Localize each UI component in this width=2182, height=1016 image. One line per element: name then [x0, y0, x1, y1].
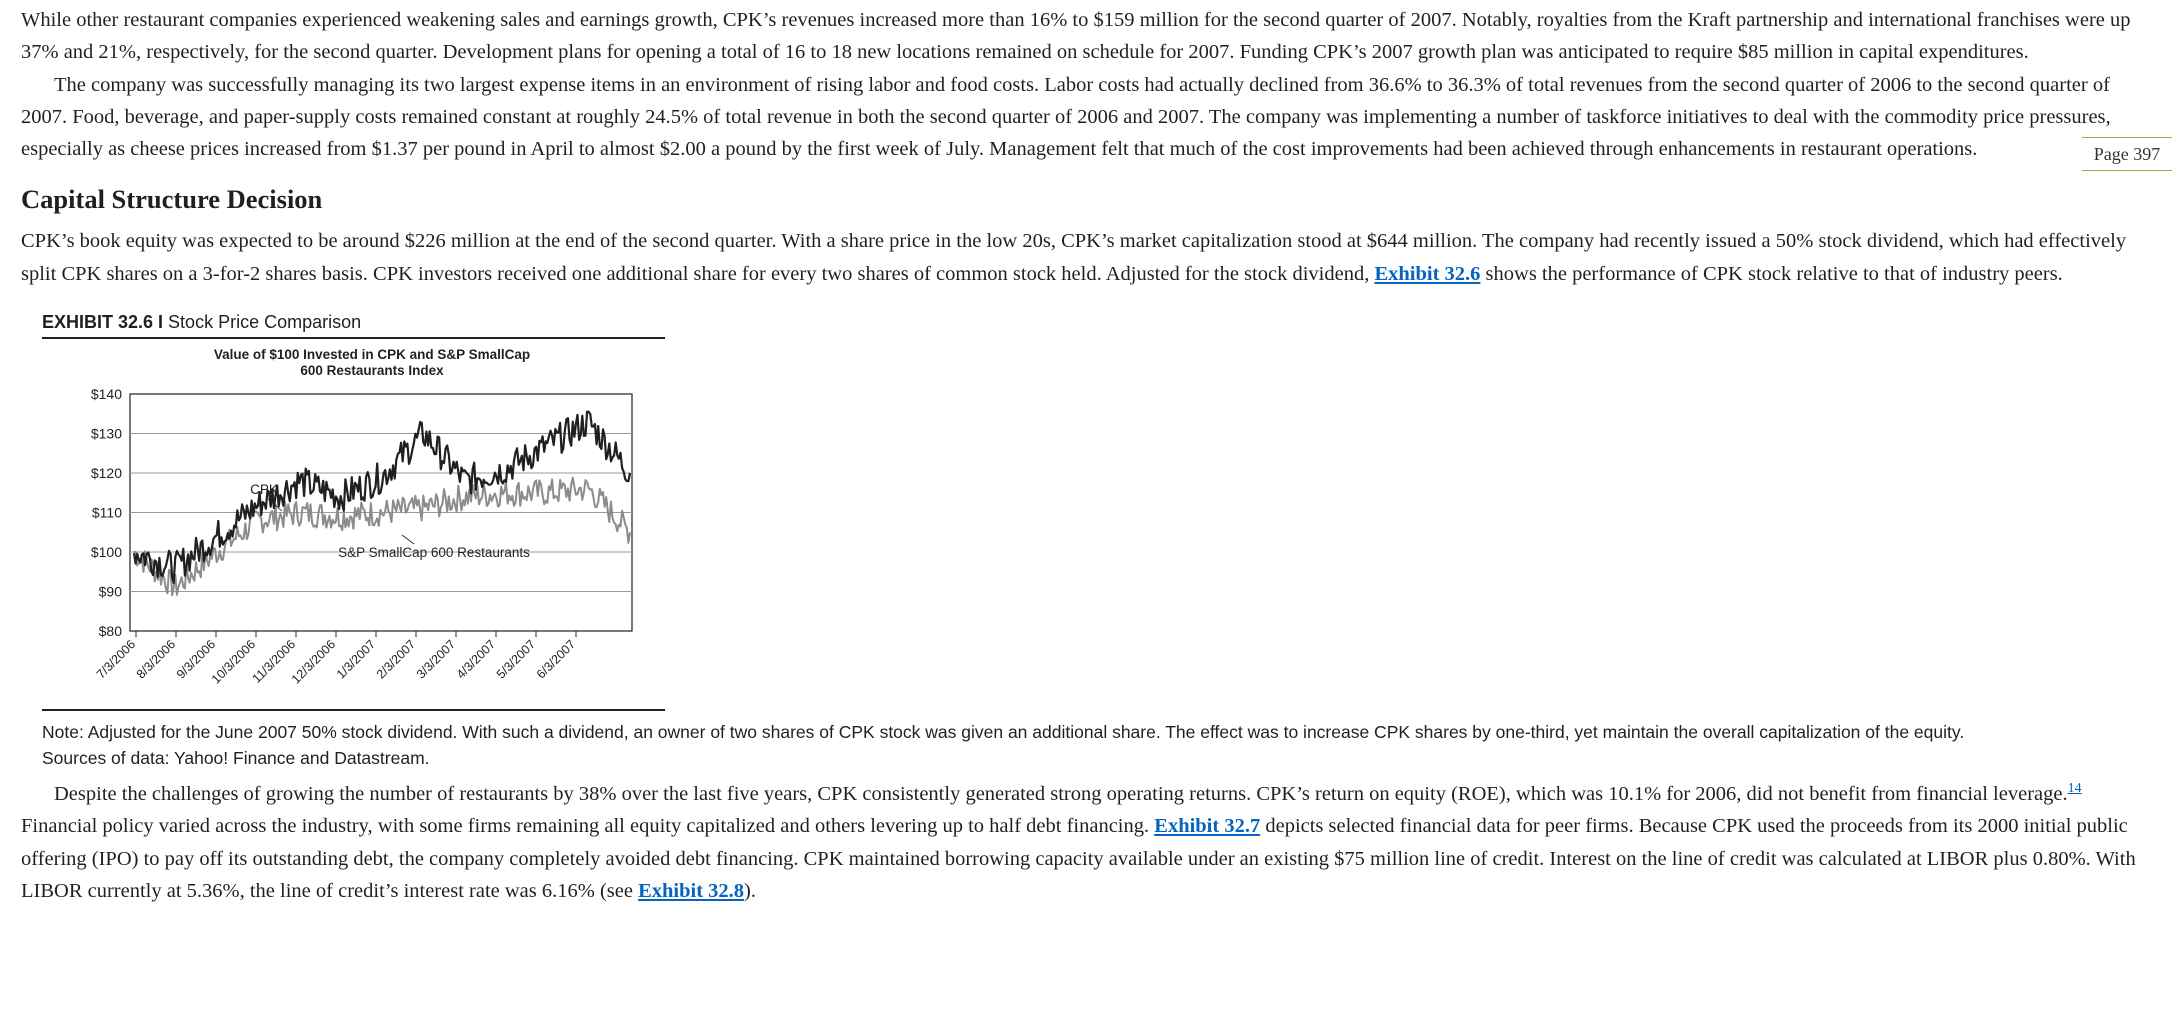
x-tick-label: 8/3/2006	[133, 637, 179, 682]
x-tick-label: 7/3/2006	[93, 637, 139, 682]
x-tick-label: 1/3/2007	[333, 637, 379, 682]
x-tick-label: 3/3/2007	[413, 637, 459, 682]
stock-price-chart	[42, 339, 665, 709]
x-tick-label: 6/3/2007	[533, 637, 579, 682]
y-axis	[91, 386, 122, 639]
x-tick-label: 11/3/2006	[249, 637, 299, 686]
chart-title-line1: Value of $100 Invested in CPK and S&P SmallCap	[213, 347, 531, 363]
y-tick-label: $110	[91, 504, 122, 521]
chart-container	[42, 339, 665, 711]
x-tick-label: 2/3/2007	[373, 637, 419, 682]
y-tick-label: $120	[90, 465, 122, 482]
y-tick-label: $80	[98, 623, 122, 640]
y-tick-label: $130	[90, 425, 122, 442]
exhibit-note: Note: Adjusted for the June 2007 50% stock dividend. With such a dividend, an owner of two shares of CPK stock was given an additional share. The effect was to increase CPK shares by one-third, yet maintain the overall capitalization of the equity.	[42, 722, 1965, 743]
paragraph-revenue-growth: While other restaurant companies experienced weakening sales and earnings growth, CPK’s revenues increased more than 16% to $159 million for the second quarter of 2007. Notably, royalties from the Kraft partnership and international franchises were up 37% and 21%, respectively, for the second quarter. Development plans for opening a total of 16 to 18 new locations remained on schedule for 2007. Funding CPK’s 2007 growth plan was anticipated to require $85 million in capital expenditures.	[21, 9, 2131, 64]
exhibit-label: EXHIBIT 32.6 I	[42, 312, 164, 333]
exhibit-32-6-link[interactable]: Exhibit 32.6	[1374, 262, 1481, 285]
annotation-sp600: S&P SmallCap 600 Restaurants	[338, 545, 530, 561]
exhibit-32-7-link[interactable]: Exhibit 32.7	[1154, 815, 1261, 838]
y-tick-label: $140	[90, 386, 122, 403]
chart-series	[134, 412, 630, 596]
x-tick-label: 10/3/2006	[208, 637, 259, 687]
x-tick-label: 4/3/2007	[453, 637, 499, 682]
x-axis	[94, 631, 578, 686]
footnote-14[interactable]: 14	[2067, 781, 2082, 797]
exhibit-sources: Sources of data: Yahoo! Finance and Datastream.	[42, 748, 430, 769]
exhibit-32-8-link[interactable]: Exhibit 32.8	[638, 879, 745, 902]
annotation-cpk: CPK	[250, 482, 278, 498]
document-body	[21, 0, 2161, 907]
x-tick-label: 5/3/2007	[493, 637, 539, 682]
paragraph-expense-management: The company was successfully managing its two largest expense items in an environment of rising labor and food costs. Labor costs had actually declined from 36.6% to 36.3% of total revenues from the second quarter of 2006 to the second quarter of 2007. Food, beverage, and paper-supply costs remained constant at roughly 24.5% of total revenue in both the second quarter of 2006 and 2007. The company was implementing a number of taskforce initiatives to deal with the commodity price pressures, especially as cheese prices increased from $1.37 per pound in April to almost $2.00 a pound by the first week of July. Management felt that much of the cost improvements had been achieved through enhancements in restaurant operations.	[21, 73, 2111, 161]
series-line-s-p-smallcap-600-restaurants	[134, 478, 630, 596]
x-tick-label: 9/3/2006	[173, 637, 219, 682]
y-tick-label: $100	[90, 544, 122, 561]
annotation-sp600-leader	[402, 535, 414, 544]
exhibit-header	[42, 312, 665, 339]
paragraph-financial-policy: Despite the challenges of growing the number of restaurants by 38% over the last five years, CPK consistently generated strong operating returns. CPK’s return on equity (ROE), which was 10.1% for 2006, did not benefit from financial leverage.$^{14}$ Financial policy varied across the industry, with some firms remaining all equity capitalized and others levering up to half debt financing. Exhibit 32.7 depicts selected financial data for peer firms. Because CPK used the proceeds from its 2000 initial public offering (IPO) to pay off its outstanding debt, the company completely avoided debt financing. CPK maintained borrowing capacity available under an existing $75 million line of credit. Interest on the line of credit was calculated at LIBOR plus 0.80%. With LIBOR currently at 5.36%, the line of credit’s interest rate was 6.16% (see Exhibit 32.8).	[21, 771, 2161, 907]
paragraph-capital-structure: CPK’s book equity was expected to be around $226 million at the end of the second quarter. With a share price in the low 20s, CPK’s market capitalization stood at $644 million. The company had recently issued a 50% stock dividend, which had effectively split CPK shares on a 3-for-2 shares basis. CPK investors received one additional share for every two shares of common stock held. Adjusted for the stock dividend, Exhibit 32.6 shows the performance of CPK stock relative to that of industry peers.	[21, 230, 2127, 285]
x-tick-label: 12/3/2006	[288, 637, 339, 687]
exhibit-title: Stock Price Comparison	[163, 312, 362, 333]
chart-title-line2: 600 Restaurants Index	[300, 363, 444, 379]
exhibit-32-6	[21, 312, 2121, 771]
y-tick-label: $90	[98, 583, 122, 600]
page-number-marker: Page 397	[2082, 137, 2172, 171]
section-heading: Capital Structure Decision	[21, 184, 323, 215]
